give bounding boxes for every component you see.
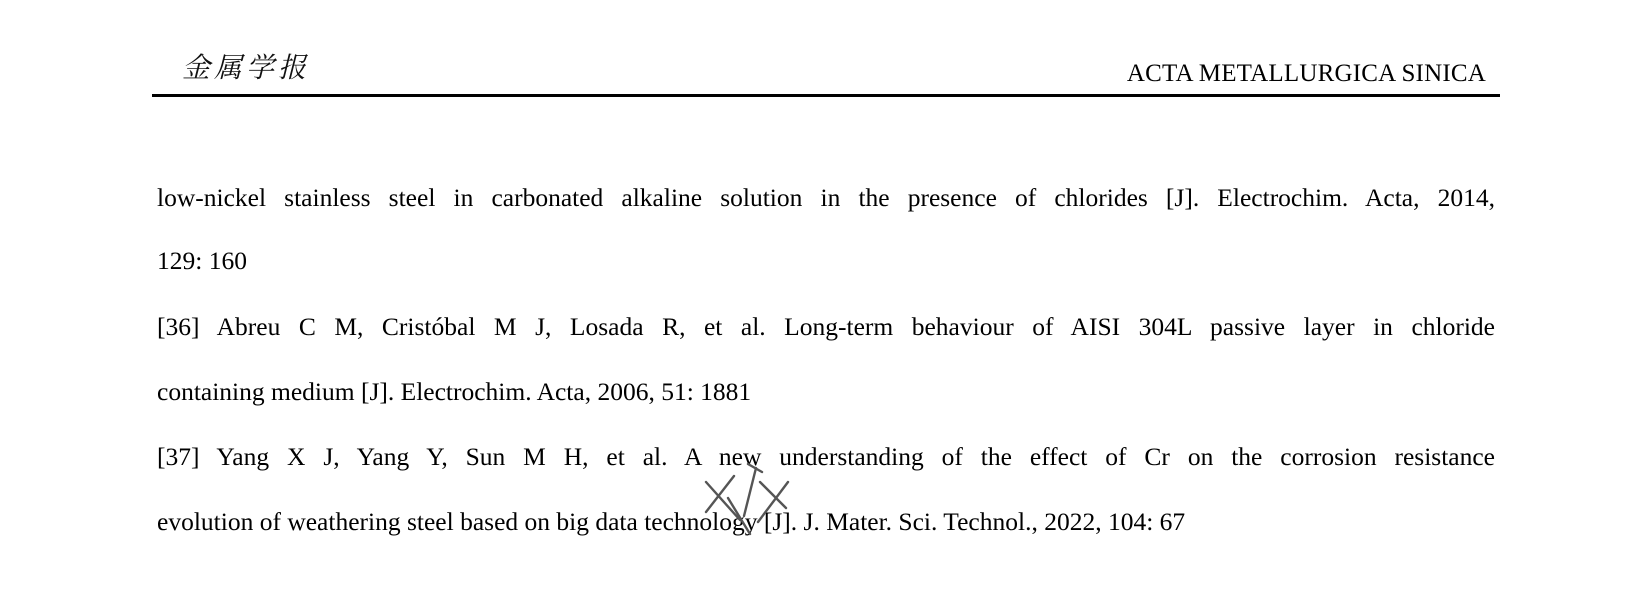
reference-35-continuation: low-nickel stainless steel in carbonated alkaline solution in the presence of chlorides [J]. Electrochim. Acta, 2014, xyxy=(157,183,1495,212)
reference-37: [37] Yang X J, Yang Y, Sun M H, et al. A new understanding of the effect of Cr on the corrosion resistance xyxy=(157,442,1495,471)
reference-35-end: 129: 160 xyxy=(157,246,247,275)
reference-36-end: containing medium [J]. Electrochim. Acta, 2006, 51: 1881 xyxy=(157,377,752,406)
journal-logo: 金属学报 xyxy=(182,51,311,84)
reference-37-end: evolution of weathering steel based on big data technology [J]. J. Mater. Sci. Technol., 2022, 104: 67 xyxy=(157,507,1186,536)
reference-36: [36] Abreu C M, Cristóbal M J, Losada R, et al. Long-term behaviour of AISI 304L passive layer in chloride xyxy=(157,312,1495,341)
page-header xyxy=(152,40,1500,97)
journal-name: ACTA METALLURGICA SINICA xyxy=(1126,60,1486,87)
